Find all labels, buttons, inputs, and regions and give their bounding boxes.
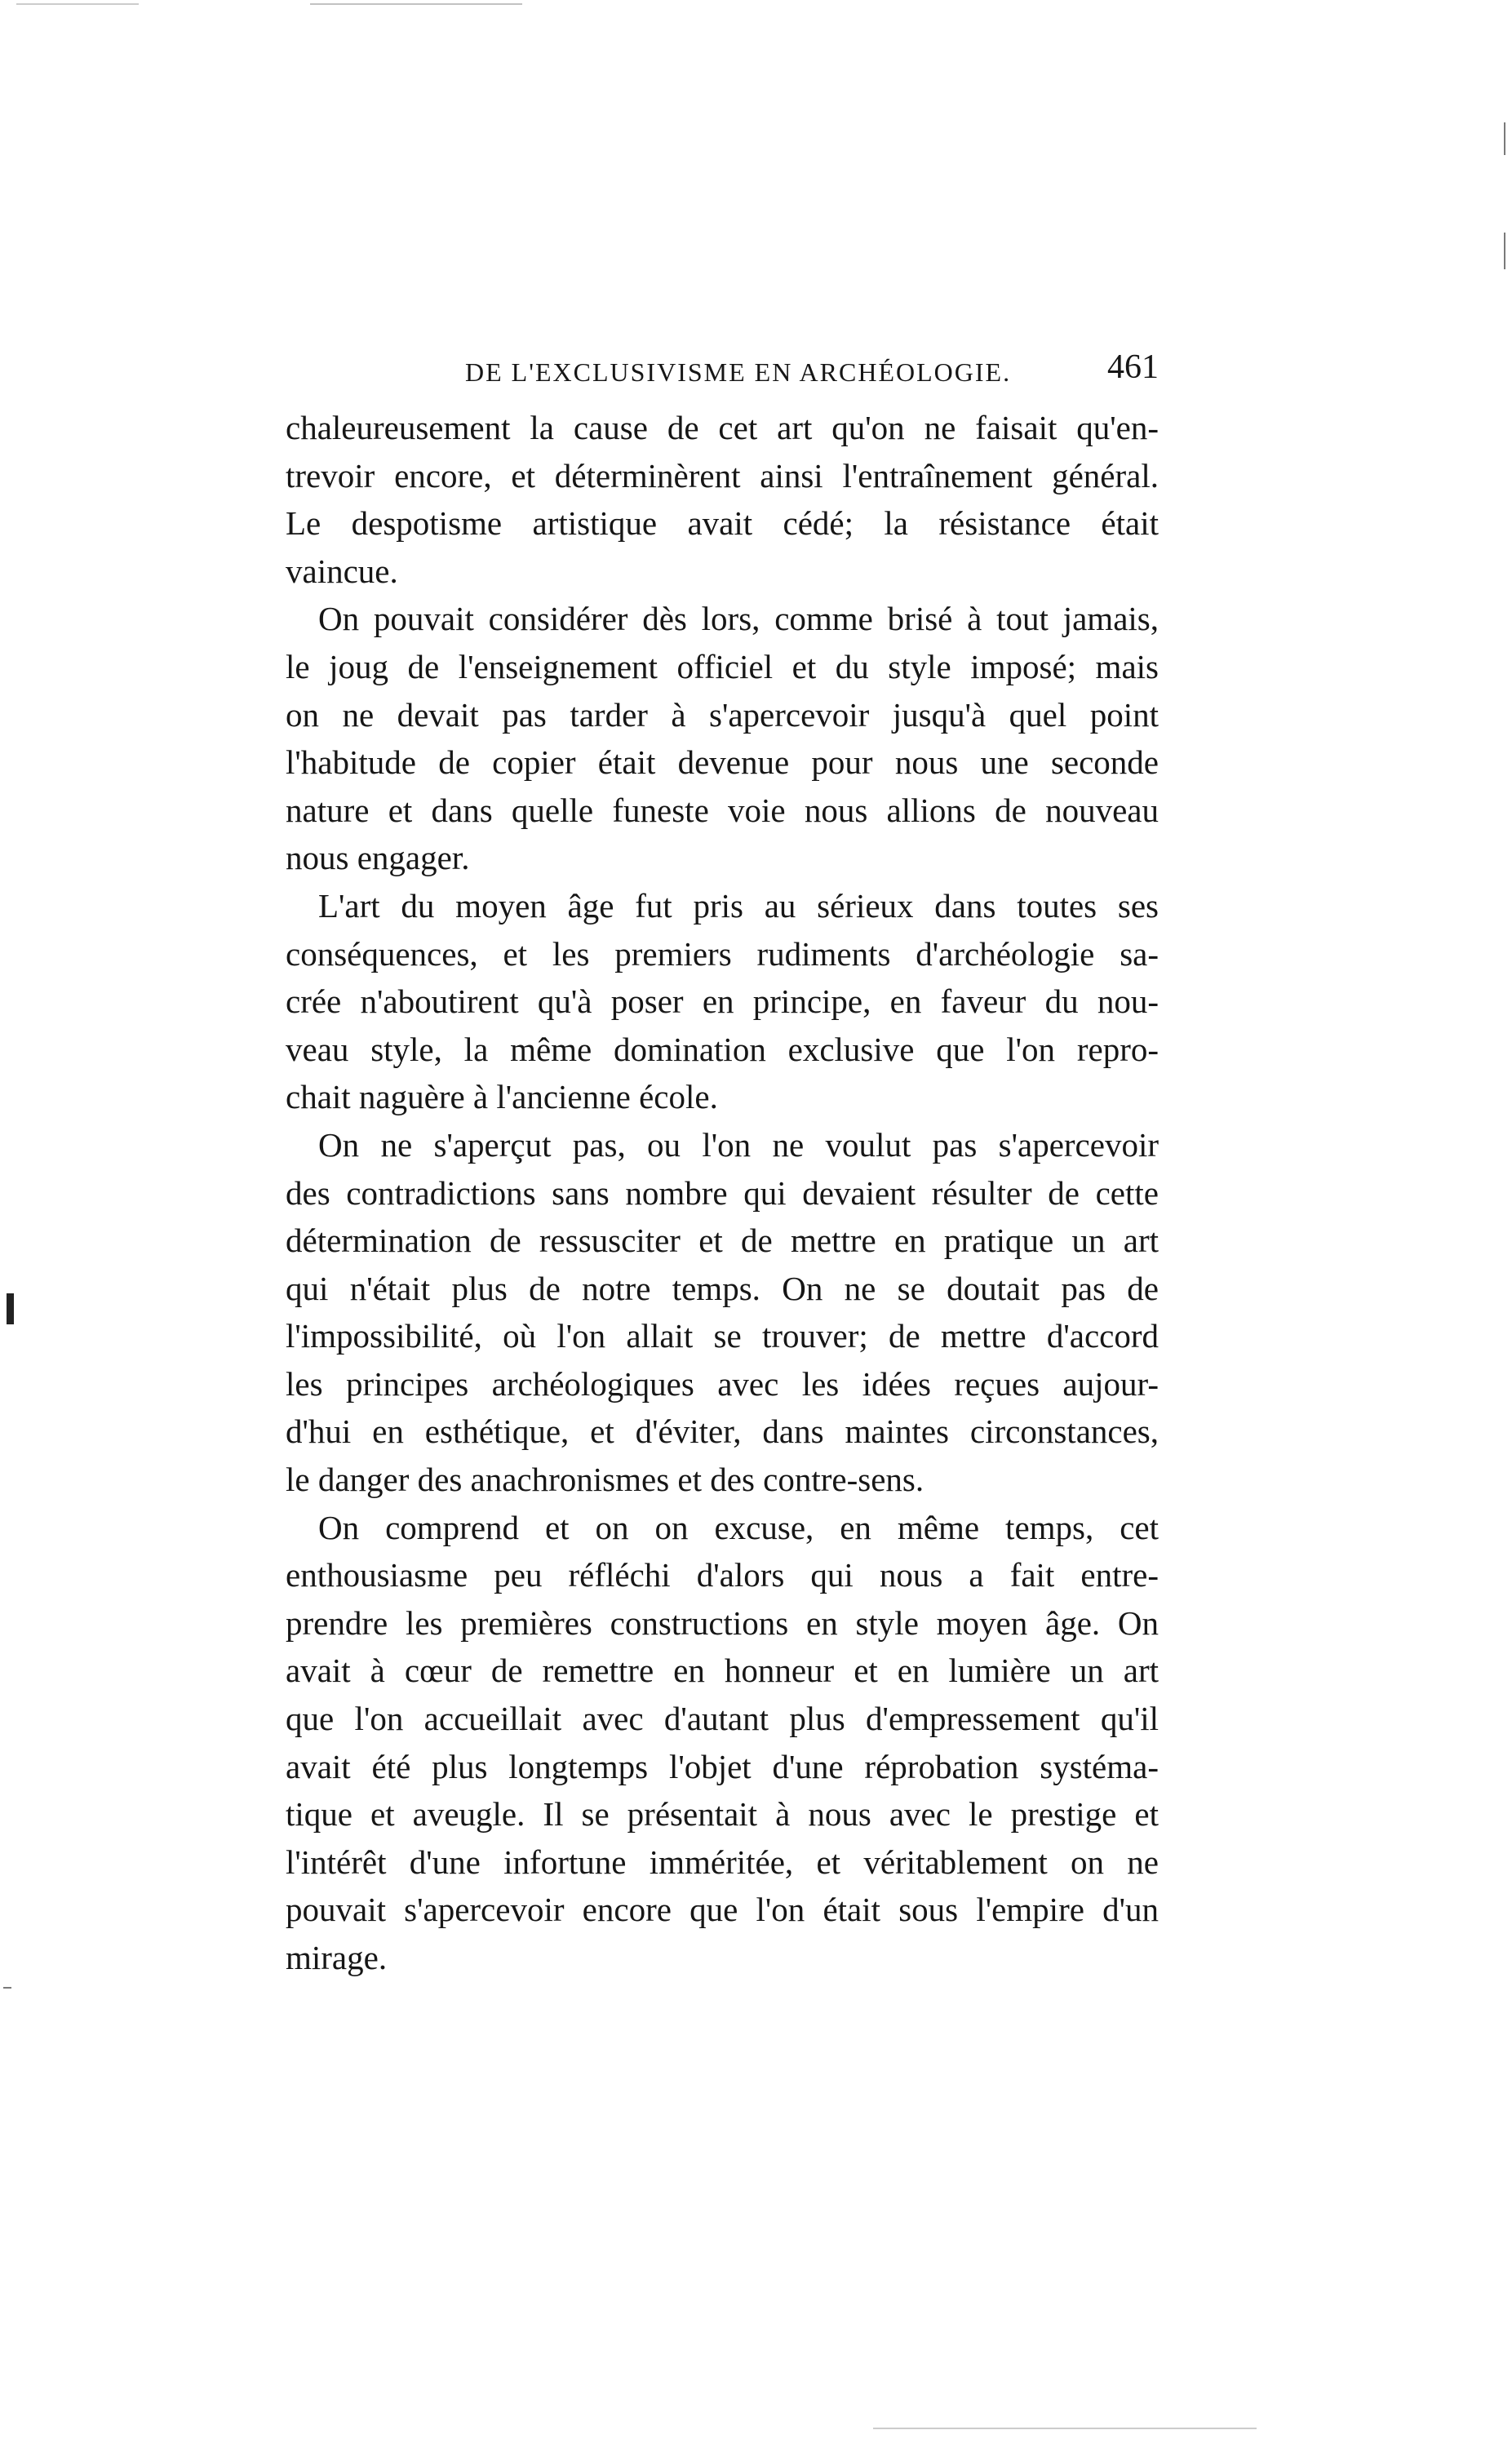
body-text: [286, 404, 1159, 1982]
text-line: Le despotisme artistique avait cédé; la résistance était: [286, 504, 1159, 543]
paragraph: [286, 1504, 1159, 1982]
page-number: 461: [1107, 348, 1159, 386]
scan-edge-right-mark-2: [1504, 233, 1505, 269]
scan-edge-bottom: [873, 2428, 1257, 2429]
text-line: les principes archéologiques avec les idées reçues aujour-: [286, 1364, 1159, 1403]
text-line: le danger des anachronismes et des contre-sens.: [286, 1461, 924, 1499]
text-line: pouvait s'apercevoir encore que l'on était sous l'empire d'un: [286, 1891, 1159, 1929]
text-line: nous engager.: [286, 839, 470, 877]
text-line: chaleureusement la cause de cet art qu'on ne faisait qu'en-: [286, 409, 1159, 446]
paragraph: [286, 595, 1159, 882]
scan-edge-top: [16, 3, 139, 5]
scan-edge-top-center: [310, 3, 522, 5]
running-head: [286, 343, 1159, 392]
text-line: vaincue.: [286, 552, 398, 590]
text-line: enthousiasme peu réfléchi d'alors qui nous a fait entre-: [286, 1556, 1159, 1594]
text-line: on ne devait pas tarder à s'apercevoir jusqu'à quel point: [286, 695, 1159, 734]
scan-margin-mark: [7, 1293, 14, 1324]
text-line: avait à cœur de remettre en honneur et en lumière un art: [286, 1652, 1159, 1690]
text-line: détermination de ressusciter et de mettre en pratique un art: [286, 1222, 1159, 1260]
text-line: avait été plus longtemps l'objet d'une réprobation systéma-: [286, 1747, 1159, 1785]
text-line: veau style, la même domination exclusive que l'on repro-: [286, 1030, 1159, 1068]
running-title: DE L'EXCLUSIVISME EN ARCHÉOLOGIE.: [465, 357, 1012, 387]
text-line: l'impossibilité, où l'on allait se trouver; de mettre d'accord: [286, 1317, 1159, 1355]
text-line: l'intérêt d'une infortune imméritée, et véritablement on ne: [286, 1843, 1159, 1881]
text-line: tique et aveugle. Il se présentait à nous avec le prestige et: [286, 1795, 1159, 1834]
scan-edge-left-dash: [3, 1987, 11, 1989]
text-line: On comprend et on on excuse, en même temps, cet: [318, 1508, 1159, 1546]
text-line: l'habitude de copier était devenue pour nous une seconde: [286, 743, 1159, 782]
text-line: d'hui en esthétique, et d'éviter, dans maintes circonstances,: [286, 1412, 1159, 1451]
text-line: mirage.: [286, 1939, 388, 1976]
text-line: On ne s'aperçut pas, ou l'on ne voulut pas s'apercevoir: [318, 1125, 1159, 1164]
paragraph: [286, 882, 1159, 1121]
paragraph: [286, 1121, 1159, 1504]
text-line: chait naguère à l'ancienne école.: [286, 1078, 718, 1116]
text-line: On pouvait considérer dès lors, comme brisé à tout jamais,: [318, 600, 1159, 638]
text-line: des contradictions sans nombre qui devaient résulter de cette: [286, 1173, 1159, 1212]
text-line: conséquences, et les premiers rudiments d'archéologie sa-: [286, 934, 1159, 973]
text-line: nature et dans quelle funeste voie nous allions de nouveau: [286, 791, 1159, 829]
text-line: trevoir encore, et déterminèrent ainsi l'entraînement général.: [286, 456, 1159, 494]
paragraph: [286, 404, 1159, 595]
text-line: qui n'était plus de notre temps. On ne se doutait pas de: [286, 1269, 1159, 1307]
scan-edge-right-mark: [1504, 122, 1505, 155]
text-line: L'art du moyen âge fut pris au sérieux dans toutes ses: [318, 886, 1159, 925]
text-line: le joug de l'enseignement officiel et du style imposé; mais: [286, 647, 1159, 685]
text-line: prendre les premières constructions en style moyen âge. On: [286, 1603, 1159, 1642]
text-line: crée n'aboutirent qu'à poser en principe, en faveur du nou-: [286, 982, 1159, 1021]
text-line: que l'on accueillait avec d'autant plus d'empressement qu'il: [286, 1700, 1159, 1738]
